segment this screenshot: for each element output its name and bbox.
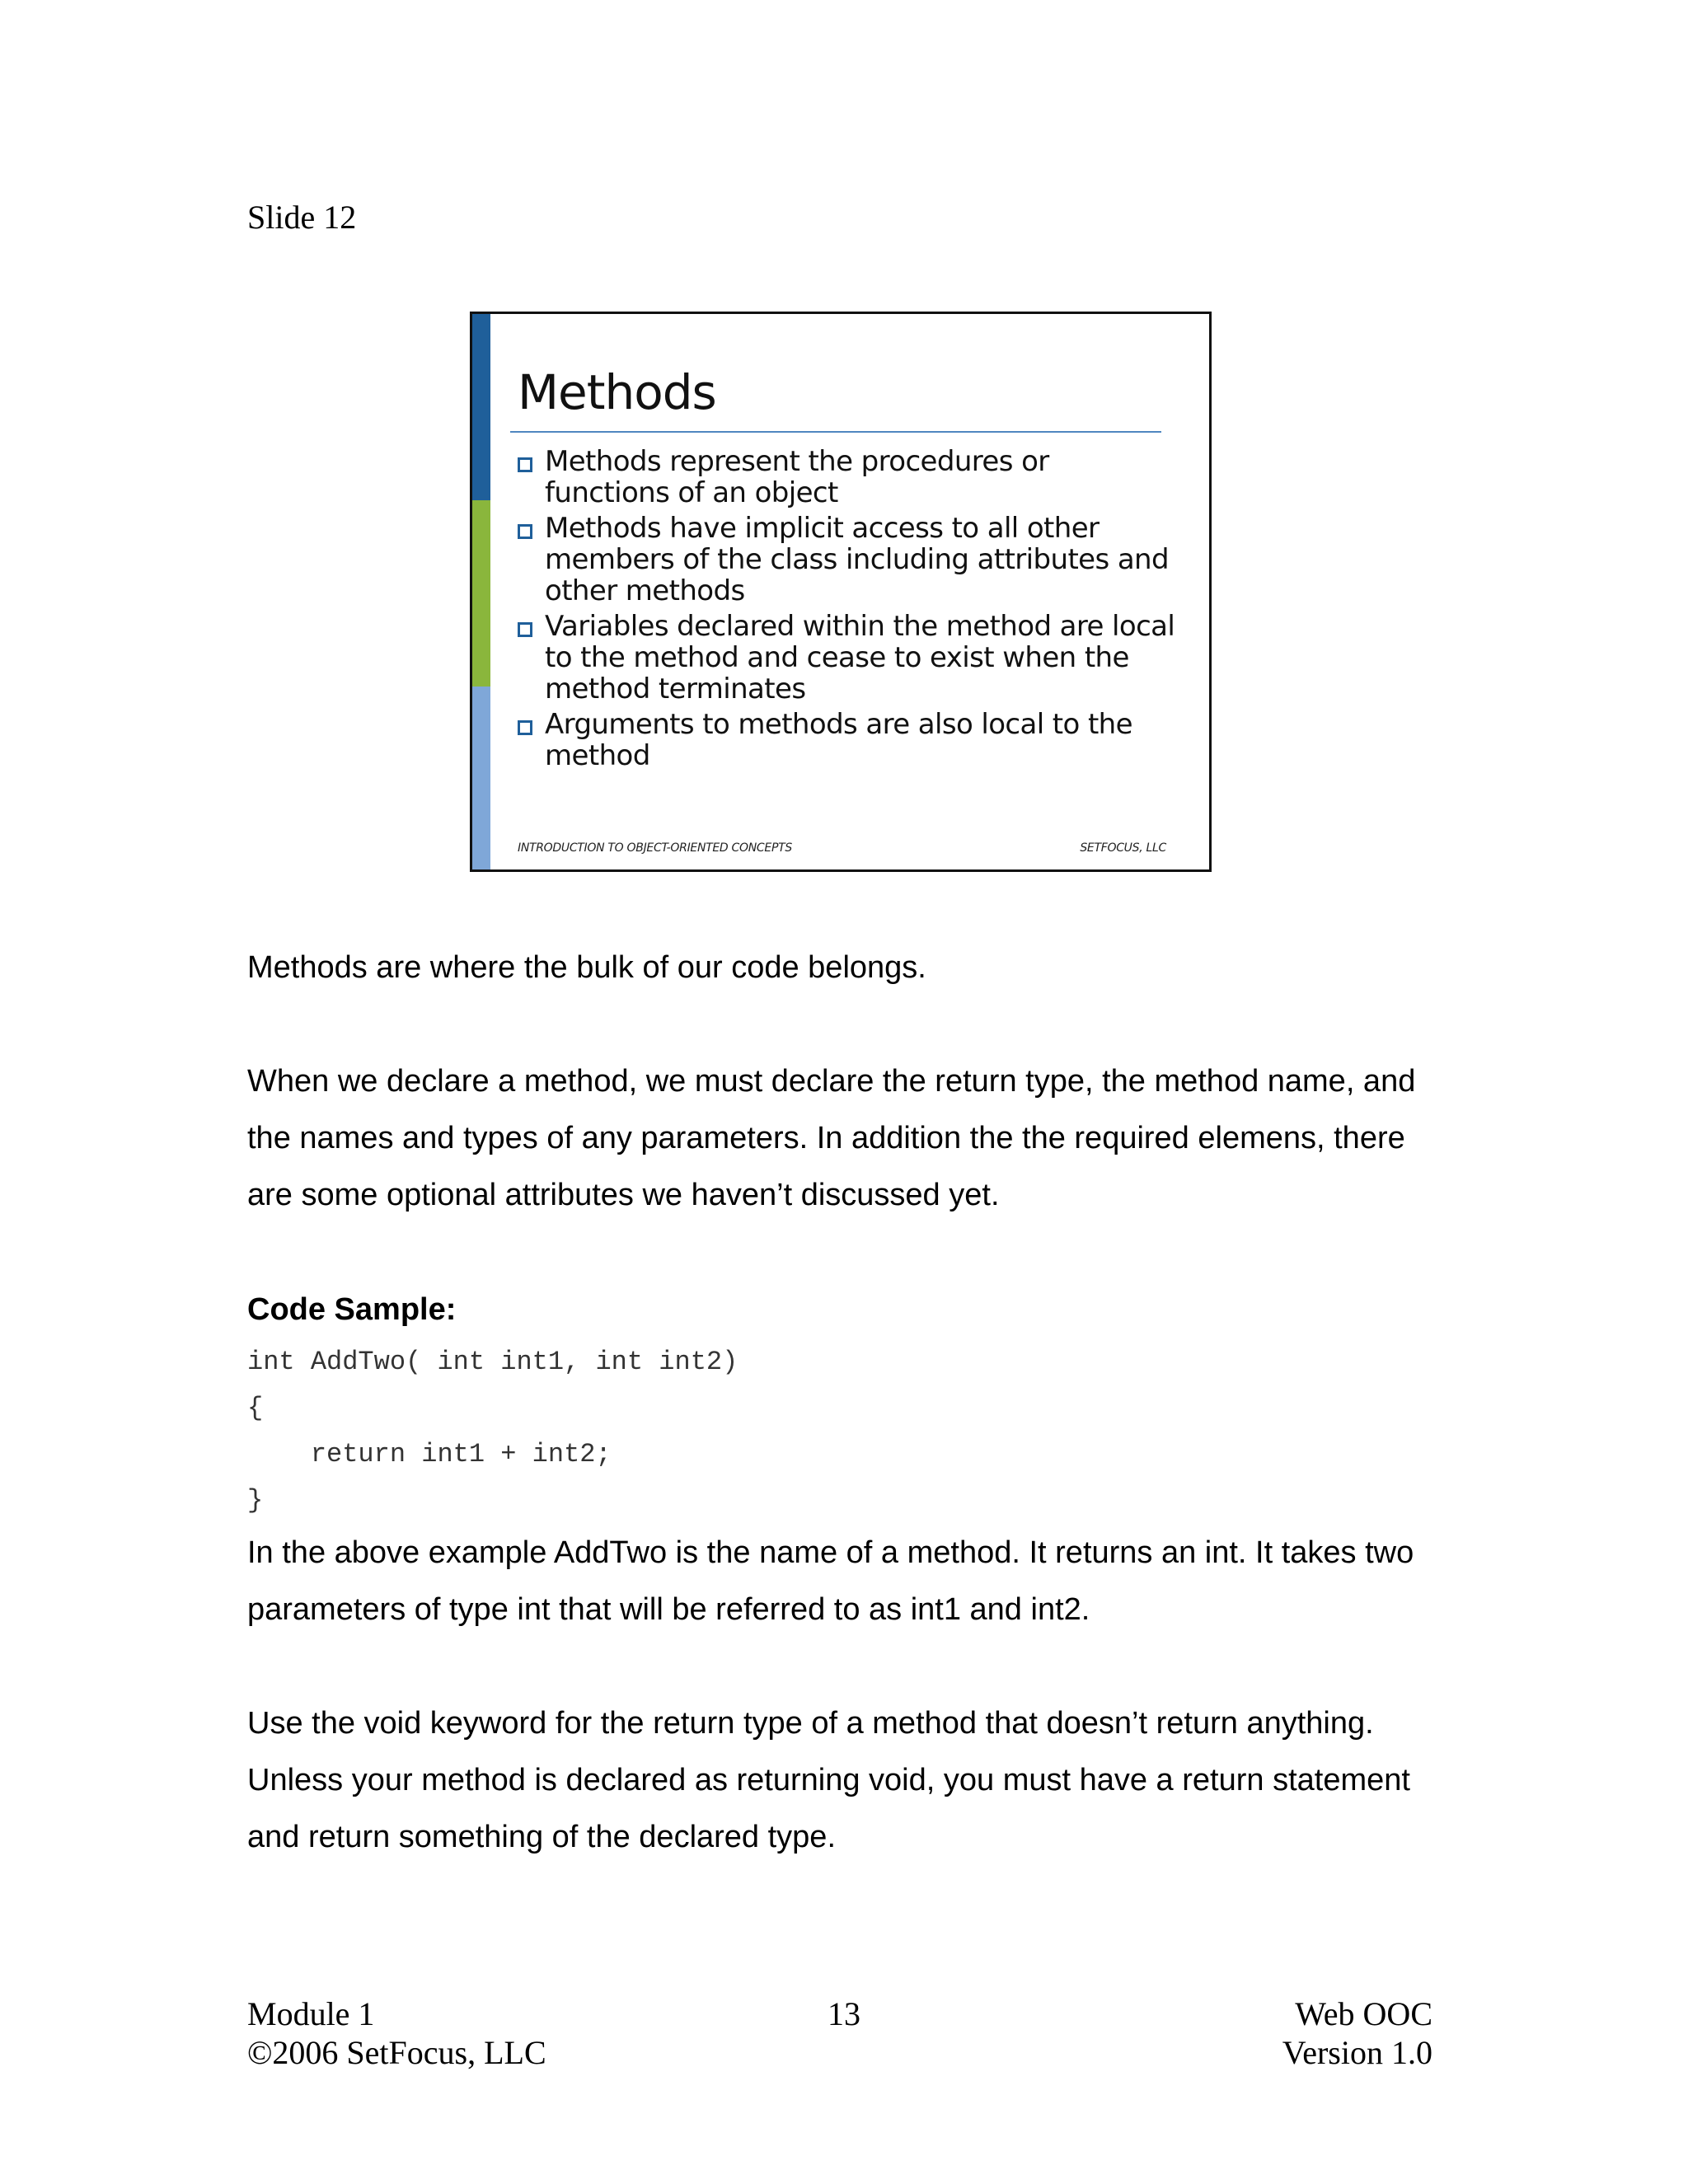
module-label: Module 1 [247, 1995, 375, 2032]
page-number: 13 [828, 1995, 860, 2032]
code-sample-heading: Code Sample: [247, 1292, 457, 1327]
slide-footer-course: INTRODUCTION TO OBJECT-ORIENTED CONCEPTS [518, 841, 792, 855]
code-block [247, 1339, 738, 1524]
slide-bullet-list [518, 446, 1177, 776]
code-line: int AddTwo( int int1, int int2) [247, 1347, 738, 1377]
slide-bullet [518, 611, 1177, 705]
accent-bar-green [472, 500, 490, 687]
slide-bullet-text: Methods have implicit access to all other members of the class including attributes and other methods [545, 512, 1169, 607]
version-label: Version 1.0 [1282, 2034, 1432, 2071]
slide-bullet [518, 513, 1177, 607]
slide-bullet-text: Methods represent the procedures or functions of an object [545, 445, 1049, 509]
code-line: return int1 + int2; [247, 1439, 612, 1469]
course-label: Web OOC [1295, 1995, 1432, 2032]
body-paragraph: In the above example AddTwo is the name of a method. It returns an int. It takes two parameters of type int that will be referred to as int1 and int2. [247, 1535, 1414, 1627]
slide-bullet-text: Arguments to methods are also local to the method [545, 708, 1132, 772]
copyright: ©2006 SetFocus, LLC [247, 2034, 546, 2071]
square-bullet-icon [518, 622, 532, 637]
code-line: { [247, 1393, 264, 1423]
slide-thumbnail [470, 312, 1212, 872]
slide-bullet-text: Variables declared within the method are local to the method and cease to exist when the method terminates [545, 610, 1175, 705]
body-paragraph: When we declare a method, we must declare the return type, the method name, and the names and types of any parameters. In addition the the required elemens, there are some optional attributes we haven’t discussed yet. [247, 1064, 1416, 1212]
slide-title-rule [510, 431, 1161, 433]
slide-bullet [518, 709, 1177, 771]
accent-bar-blue [472, 314, 490, 500]
accent-bar-light-blue [472, 687, 490, 872]
slide-bullet [518, 446, 1177, 509]
slide-label: Slide 12 [247, 199, 357, 236]
body-paragraph: Methods are where the bulk of our code belongs. [247, 950, 926, 985]
square-bullet-icon [518, 720, 532, 735]
code-line: } [247, 1485, 264, 1516]
square-bullet-icon [518, 524, 532, 539]
page-footer-left [247, 1994, 546, 2072]
slide-footer-company: SETFOCUS, LLC [1080, 841, 1166, 855]
square-bullet-icon [518, 457, 532, 472]
body-paragraph: Use the void keyword for the return type of a method that doesn’t return anything. Unless your method is declared as returning void, you must have a return statement and return something of the declared type. [247, 1706, 1410, 1854]
slide-title: Methods [518, 364, 716, 420]
page-footer-right [1282, 1994, 1432, 2072]
